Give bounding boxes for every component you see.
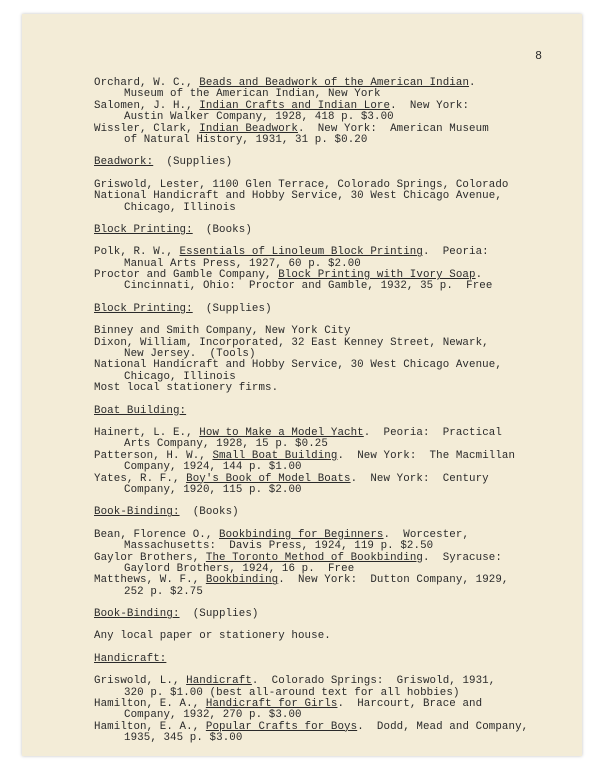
section-title: Book-Binding: — [94, 506, 180, 519]
bib-entry-continued: 320 p. $1.00 (best all-around text for all hobbies) — [124, 686, 460, 699]
bib-publisher: . New York: The Macmillan — [337, 449, 516, 462]
bib-author: Salomen, J. H., — [94, 99, 200, 112]
section-heading — [94, 304, 564, 315]
bib-author: Patterson, H. W., — [94, 449, 213, 462]
bib-line: Austin Walker Company, 1928, 418 p. $3.00 — [124, 111, 394, 124]
bib-title: Beads and Beadwork of the American Indian — [199, 77, 470, 89]
bib-entry: National Handicraft and Hobby Service, 30 West Chicago Avenue, — [94, 359, 502, 372]
bib-entry-continued: Company, 1932, 270 p. $3.00 — [124, 709, 302, 722]
bib-entry-continued: Arts Company, 1928, 15 p. $0.25 — [124, 438, 328, 451]
bib-author: Proctor and Gamble Company, — [94, 269, 279, 282]
bib-entry-continued: Chicago, Illinois — [124, 370, 236, 383]
section-note: (Supplies) — [192, 302, 272, 315]
bib-entry: National Handicraft and Hobby Service, 30 West Chicago Avenue, — [94, 190, 502, 203]
bib-entry-continued: Company, 1920, 115 p. $2.00 — [124, 483, 302, 496]
bib-entry: Dixon, William, Incorporated, 32 East Kenney Street, Newark, — [94, 336, 489, 349]
section-title: Book-Binding: — [94, 608, 180, 621]
section-heading — [94, 225, 564, 236]
bib-title: Indian Crafts and Indian Lore — [199, 99, 391, 112]
section-note: (Supplies) — [179, 608, 259, 621]
section-note: (Books) — [192, 223, 252, 236]
page-number: 8 — [535, 50, 542, 63]
bib-line: of Natural History, 1931, 31 p. $0.20 — [124, 133, 368, 146]
bib-publisher: . Colorado Springs: Griswold, 1931, — [251, 675, 496, 688]
bib-title: Essentials of Linoleum Block Printing — [179, 246, 423, 259]
bib-publisher: . — [469, 77, 476, 89]
section-title: Beadwork: — [94, 156, 154, 169]
bib-title: The Toronto Method of Bookbinding — [205, 551, 423, 564]
bib-entry: Any local paper or stationery house. — [94, 630, 331, 643]
bib-author: Matthews, W. F., — [94, 574, 206, 587]
section-heading — [94, 157, 564, 168]
bib-author: Polk, R. W., — [94, 246, 180, 259]
section-note: (Books) — [179, 506, 239, 519]
bib-publisher: . New York: — [390, 99, 470, 112]
bib-entry-continued: Company, 1924, 144 p. $1.00 — [124, 461, 302, 474]
bib-title: Popular Crafts for Boys — [205, 720, 358, 733]
bib-author: Hamilton, E. A., — [94, 698, 206, 711]
bib-entry: Griswold, Lester, 1100 Glen Terrace, Colorado Springs, Colorado — [94, 178, 509, 191]
bib-publisher: . — [475, 269, 483, 282]
section-note: (Supplies) — [153, 156, 233, 169]
bib-publisher: . New York: American Museum — [297, 122, 489, 135]
bib-entry-continued: Massachusetts: Davis Press, 1924, 119 p. $2.50 — [124, 540, 434, 553]
bib-entry-continued: Manual Arts Press, 1927, 60 p. $2.00 — [124, 257, 361, 270]
bib-author: Orchard, W. C., — [94, 77, 200, 89]
bib-line: Museum of the American Indian, New York — [124, 88, 381, 101]
bib-title: Boy's Book of Model Boats — [186, 472, 351, 485]
bib-publisher: . Syracuse: — [422, 551, 502, 564]
bib-entry — [94, 575, 564, 586]
section-title: Block Printing: — [94, 223, 193, 236]
bib-author: Griswold, L., — [94, 675, 187, 688]
bib-entry-continued: 252 p. $2.75 — [124, 585, 203, 598]
bib-title: Bookbinding — [205, 574, 279, 587]
bib-publisher: . Worcester, — [383, 528, 470, 541]
bib-title: Indian Beadwork — [199, 122, 298, 135]
bib-title: Bookbinding for Beginners — [219, 528, 384, 541]
bib-entry — [94, 676, 564, 687]
bib-entry: Binney and Smith Company, New York City — [94, 325, 351, 338]
section-title: Boat Building: — [94, 404, 187, 417]
bib-author: Yates, R. F., — [94, 472, 187, 485]
bib-entry-continued: 1935, 345 p. $3.00 — [124, 732, 243, 745]
bib-author: Hamilton, E. A., — [94, 720, 206, 733]
bib-entry-continued: New Jersey. (Tools) — [124, 348, 256, 361]
bib-title: Block Printing with Ivory Soap — [278, 269, 476, 282]
section-heading — [94, 654, 564, 665]
bib-entry: Most local stationery firms. — [94, 382, 279, 395]
bib-publisher: . Dodd, Mead and Company, — [357, 720, 529, 733]
section-title: Handicraft: — [94, 652, 167, 665]
bib-title: Handicraft — [186, 675, 252, 688]
bib-publisher: . Peoria: Practical — [363, 426, 502, 439]
bib-author: Wissler, Clark, — [94, 122, 200, 135]
document-page — [22, 14, 582, 756]
section-heading — [94, 507, 564, 518]
bib-publisher: . New York: Dutton Company, 1929, — [278, 574, 509, 587]
bib-publisher: . Peoria: — [422, 246, 489, 259]
section-title: Block Printing: — [94, 302, 193, 315]
bib-author: Bean, Florence O., — [94, 528, 220, 541]
bib-publisher: . Harcourt, Brace and — [337, 698, 483, 711]
section-heading — [94, 406, 564, 417]
bib-title: How to Make a Model Yacht — [199, 426, 364, 439]
bib-entry-continued: Chicago, Illinois — [124, 201, 236, 214]
bib-title: Handicraft for Girls — [205, 698, 338, 711]
bib-entry-continued: Gaylord Brothers, 1924, 16 p. Free — [124, 562, 355, 575]
bib-publisher: . New York: Century — [350, 472, 489, 485]
bib-entry-continued: Cincinnati, Ohio: Proctor and Gamble, 1932, 35 p. Free — [124, 280, 493, 293]
bibliography-body — [94, 78, 564, 745]
bib-author: Gaylor Brothers, — [94, 551, 206, 564]
bib-entry — [94, 247, 564, 258]
section-heading — [94, 609, 564, 620]
bib-author: Hainert, L. E., — [94, 426, 200, 439]
bib-title: Small Boat Building — [212, 449, 338, 462]
